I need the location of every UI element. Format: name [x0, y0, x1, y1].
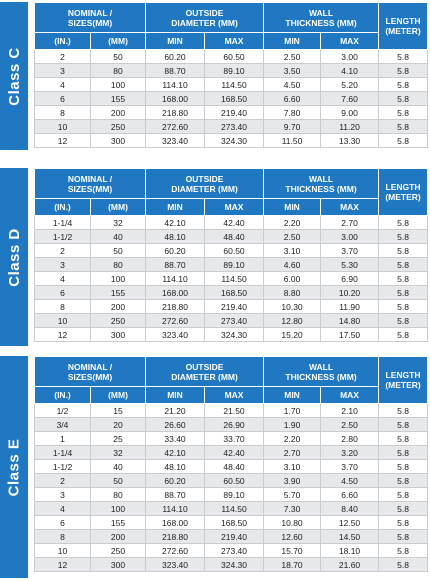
cell-wall-max: 6.60	[321, 488, 379, 502]
cell-length: 5.8	[379, 404, 428, 418]
in-header: (IN.)	[35, 33, 91, 50]
cell-wall-max: 2.80	[321, 432, 379, 446]
cell-length: 5.8	[379, 134, 428, 148]
cell-size-mm: 40	[91, 230, 146, 244]
cell-od-max: 60.50	[205, 244, 264, 258]
cell-length: 5.8	[379, 120, 428, 134]
cell-size-mm: 200	[91, 530, 146, 544]
cell-od-min: 42.10	[146, 446, 205, 460]
cell-od-max: 114.50	[205, 502, 264, 516]
cell-wall-max: 4.10	[321, 64, 379, 78]
table-row	[35, 50, 428, 64]
wall-max-header: MAX	[321, 33, 379, 50]
od-min-header: MIN	[146, 387, 205, 404]
cell-wall-min: 11.50	[264, 134, 321, 148]
cell-wall-min: 3.50	[264, 64, 321, 78]
cell-length: 5.8	[379, 50, 428, 64]
cell-size-mm: 100	[91, 502, 146, 516]
cell-length: 5.8	[379, 474, 428, 488]
length-header: LENGTH (METER)	[379, 357, 428, 404]
cell-size-mm: 80	[91, 64, 146, 78]
cell-size-in: 3/4	[35, 418, 91, 432]
cell-wall-max: 2.10	[321, 404, 379, 418]
cell-wall-max: 6.90	[321, 272, 379, 286]
cell-size-in: 3	[35, 258, 91, 272]
cell-od-min: 88.70	[146, 488, 205, 502]
class-d-label: Class D	[5, 227, 23, 287]
cell-od-min: 60.20	[146, 50, 205, 64]
cell-od-max: 273.40	[205, 544, 264, 558]
cell-length: 5.8	[379, 558, 428, 572]
cell-size-mm: 80	[91, 258, 146, 272]
cell-size-in: 6	[35, 286, 91, 300]
class-c-label: Class C	[5, 46, 23, 106]
cell-size-mm: 50	[91, 244, 146, 258]
cell-od-min: 114.10	[146, 272, 205, 286]
cell-wall-max: 8.40	[321, 502, 379, 516]
cell-od-max: 42.40	[205, 216, 264, 230]
cell-length: 5.8	[379, 502, 428, 516]
cell-wall-min: 12.60	[264, 530, 321, 544]
wall-max-header: MAX	[321, 387, 379, 404]
cell-wall-min: 15.20	[264, 328, 321, 342]
cell-od-max: 89.10	[205, 258, 264, 272]
cell-size-in: 10	[35, 314, 91, 328]
cell-length: 5.8	[379, 106, 428, 120]
cell-wall-min: 2.50	[264, 50, 321, 64]
class-d-body	[35, 216, 428, 342]
cell-wall-max: 14.50	[321, 530, 379, 544]
cell-wall-max: 4.50	[321, 474, 379, 488]
cell-wall-max: 17.50	[321, 328, 379, 342]
cell-wall-min: 7.80	[264, 106, 321, 120]
cell-size-in: 8	[35, 300, 91, 314]
class-e-label: Class E	[5, 438, 23, 496]
cell-od-min: 218.80	[146, 530, 205, 544]
cell-size-in: 1-1/4	[35, 446, 91, 460]
table-row	[35, 446, 428, 460]
od-max-header: MAX	[205, 33, 264, 50]
cell-length: 5.8	[379, 460, 428, 474]
cell-od-max: 273.40	[205, 120, 264, 134]
cell-od-min: 60.20	[146, 244, 205, 258]
cell-wall-max: 2.50	[321, 418, 379, 432]
table-row	[35, 78, 428, 92]
wall-thickness-header: WALL THICKNESS (MM)	[264, 3, 379, 33]
cell-od-max: 21.50	[205, 404, 264, 418]
cell-od-min: 26.60	[146, 418, 205, 432]
in-header: (IN.)	[35, 199, 91, 216]
cell-size-mm: 155	[91, 92, 146, 106]
cell-wall-min: 1.70	[264, 404, 321, 418]
cell-size-mm: 250	[91, 544, 146, 558]
mm-header: (MM)	[91, 33, 146, 50]
cell-od-min: 21.20	[146, 404, 205, 418]
cell-size-mm: 155	[91, 516, 146, 530]
table-row	[35, 272, 428, 286]
cell-size-in: 2	[35, 244, 91, 258]
cell-size-in: 12	[35, 328, 91, 342]
table-row	[35, 106, 428, 120]
cell-od-max: 324.30	[205, 558, 264, 572]
class-c-tab	[0, 2, 28, 150]
cell-size-mm: 300	[91, 134, 146, 148]
cell-length: 5.8	[379, 544, 428, 558]
nominal-header: NOMINAL / SIZES(MM)	[35, 169, 146, 199]
cell-od-max: 324.30	[205, 134, 264, 148]
cell-size-in: 12	[35, 134, 91, 148]
cell-od-max: 89.10	[205, 64, 264, 78]
cell-length: 5.8	[379, 446, 428, 460]
cell-size-in: 1-1/4	[35, 216, 91, 230]
cell-od-max: 219.40	[205, 300, 264, 314]
nominal-header: NOMINAL / SIZES(MM)	[35, 357, 146, 387]
cell-od-min: 88.70	[146, 258, 205, 272]
table-row	[35, 460, 428, 474]
cell-od-min: 323.40	[146, 134, 205, 148]
cell-wall-max: 2.70	[321, 216, 379, 230]
cell-wall-min: 4.60	[264, 258, 321, 272]
cell-wall-max: 9.00	[321, 106, 379, 120]
cell-length: 5.8	[379, 300, 428, 314]
cell-length: 5.8	[379, 244, 428, 258]
cell-od-max: 60.50	[205, 50, 264, 64]
cell-od-max: 219.40	[205, 530, 264, 544]
cell-length: 5.8	[379, 530, 428, 544]
cell-size-in: 4	[35, 78, 91, 92]
class-c-section	[0, 2, 430, 154]
cell-length: 5.8	[379, 272, 428, 286]
cell-od-min: 272.60	[146, 120, 205, 134]
mm-header: (MM)	[91, 387, 146, 404]
od-max-header: MAX	[205, 199, 264, 216]
cell-length: 5.8	[379, 418, 428, 432]
in-header: (IN.)	[35, 387, 91, 404]
class-e-table	[34, 356, 428, 572]
class-d-section	[0, 168, 430, 346]
cell-wall-max: 13.30	[321, 134, 379, 148]
table-row	[35, 64, 428, 78]
cell-wall-min: 2.20	[264, 432, 321, 446]
wall-max-header: MAX	[321, 199, 379, 216]
wall-thickness-header: WALL THICKNESS (MM)	[264, 169, 379, 199]
cell-wall-min: 2.20	[264, 216, 321, 230]
cell-size-mm: 80	[91, 488, 146, 502]
cell-wall-max: 3.20	[321, 446, 379, 460]
table-row	[35, 300, 428, 314]
length-header: LENGTH (METER)	[379, 169, 428, 216]
cell-size-in: 6	[35, 516, 91, 530]
wall-min-header: MIN	[264, 199, 321, 216]
cell-od-max: 89.10	[205, 488, 264, 502]
cell-wall-min: 3.10	[264, 460, 321, 474]
cell-wall-max: 5.20	[321, 78, 379, 92]
cell-length: 5.8	[379, 516, 428, 530]
cell-length: 5.8	[379, 258, 428, 272]
cell-length: 5.8	[379, 230, 428, 244]
cell-length: 5.8	[379, 64, 428, 78]
mm-header: (MM)	[91, 199, 146, 216]
table-row	[35, 134, 428, 148]
cell-od-min: 272.60	[146, 314, 205, 328]
cell-od-max: 48.40	[205, 460, 264, 474]
class-c-body	[35, 50, 428, 148]
cell-size-mm: 32	[91, 446, 146, 460]
cell-od-min: 88.70	[146, 64, 205, 78]
cell-size-mm: 200	[91, 106, 146, 120]
table-row	[35, 314, 428, 328]
cell-wall-max: 10.20	[321, 286, 379, 300]
cell-size-mm: 300	[91, 328, 146, 342]
cell-od-max: 48.40	[205, 230, 264, 244]
length-header: LENGTH (METER)	[379, 3, 428, 50]
wall-min-header: MIN	[264, 33, 321, 50]
cell-wall-min: 10.30	[264, 300, 321, 314]
cell-length: 5.8	[379, 314, 428, 328]
cell-wall-max: 5.30	[321, 258, 379, 272]
cell-size-mm: 50	[91, 474, 146, 488]
cell-size-mm: 50	[91, 50, 146, 64]
table-row	[35, 328, 428, 342]
cell-size-in: 8	[35, 106, 91, 120]
cell-wall-min: 6.60	[264, 92, 321, 106]
cell-size-in: 12	[35, 558, 91, 572]
cell-length: 5.8	[379, 216, 428, 230]
cell-wall-min: 10.80	[264, 516, 321, 530]
cell-od-min: 272.60	[146, 544, 205, 558]
cell-od-max: 168.50	[205, 92, 264, 106]
cell-od-max: 219.40	[205, 106, 264, 120]
cell-size-in: 1-1/2	[35, 230, 91, 244]
cell-od-max: 273.40	[205, 314, 264, 328]
wall-thickness-header: WALL THICKNESS (MM)	[264, 357, 379, 387]
class-d-tab	[0, 168, 28, 346]
cell-od-min: 33.40	[146, 432, 205, 446]
cell-size-in: 1	[35, 432, 91, 446]
cell-size-in: 6	[35, 92, 91, 106]
cell-od-min: 48.10	[146, 230, 205, 244]
table-row	[35, 502, 428, 516]
cell-wall-max: 3.00	[321, 50, 379, 64]
cell-size-in: 2	[35, 50, 91, 64]
cell-od-min: 114.10	[146, 502, 205, 516]
table-row	[35, 258, 428, 272]
class-d-table	[34, 168, 428, 342]
cell-size-in: 4	[35, 502, 91, 516]
cell-wall-min: 8.80	[264, 286, 321, 300]
cell-wall-min: 3.90	[264, 474, 321, 488]
table-row	[35, 530, 428, 544]
cell-od-min: 114.10	[146, 78, 205, 92]
cell-size-in: 3	[35, 488, 91, 502]
table-row	[35, 230, 428, 244]
cell-size-mm: 100	[91, 78, 146, 92]
cell-wall-min: 15.70	[264, 544, 321, 558]
table-row	[35, 488, 428, 502]
cell-od-max: 324.30	[205, 328, 264, 342]
cell-od-min: 218.80	[146, 300, 205, 314]
cell-size-mm: 40	[91, 460, 146, 474]
cell-size-mm: 200	[91, 300, 146, 314]
cell-size-mm: 25	[91, 432, 146, 446]
cell-wall-max: 3.00	[321, 230, 379, 244]
cell-od-min: 168.00	[146, 92, 205, 106]
cell-od-min: 42.10	[146, 216, 205, 230]
table-row	[35, 244, 428, 258]
cell-wall-max: 21.60	[321, 558, 379, 572]
cell-wall-min: 5.70	[264, 488, 321, 502]
cell-wall-min: 9.70	[264, 120, 321, 134]
table-row	[35, 544, 428, 558]
cell-wall-min: 7.30	[264, 502, 321, 516]
cell-wall-max: 3.70	[321, 244, 379, 258]
table-row	[35, 216, 428, 230]
cell-wall-max: 11.90	[321, 300, 379, 314]
class-c-table	[34, 2, 428, 148]
cell-wall-max: 18.10	[321, 544, 379, 558]
cell-size-in: 8	[35, 530, 91, 544]
cell-od-min: 218.80	[146, 106, 205, 120]
cell-wall-min: 2.50	[264, 230, 321, 244]
cell-wall-min: 1.90	[264, 418, 321, 432]
cell-od-max: 168.50	[205, 286, 264, 300]
wall-min-header: MIN	[264, 387, 321, 404]
cell-wall-max: 11.20	[321, 120, 379, 134]
od-min-header: MIN	[146, 33, 205, 50]
cell-od-min: 323.40	[146, 558, 205, 572]
cell-od-min: 323.40	[146, 328, 205, 342]
cell-wall-max: 3.70	[321, 460, 379, 474]
cell-size-in: 1/2	[35, 404, 91, 418]
cell-od-max: 26.90	[205, 418, 264, 432]
cell-size-mm: 155	[91, 286, 146, 300]
table-row	[35, 516, 428, 530]
cell-size-in: 3	[35, 64, 91, 78]
cell-od-max: 42.40	[205, 446, 264, 460]
cell-size-in: 10	[35, 544, 91, 558]
cell-od-min: 168.00	[146, 516, 205, 530]
cell-wall-min: 6.00	[264, 272, 321, 286]
cell-od-min: 168.00	[146, 286, 205, 300]
cell-od-min: 60.20	[146, 474, 205, 488]
cell-length: 5.8	[379, 432, 428, 446]
cell-wall-min: 18.70	[264, 558, 321, 572]
cell-wall-min: 2.70	[264, 446, 321, 460]
cell-wall-max: 14.80	[321, 314, 379, 328]
cell-size-mm: 20	[91, 418, 146, 432]
cell-size-mm: 15	[91, 404, 146, 418]
cell-size-mm: 300	[91, 558, 146, 572]
cell-length: 5.8	[379, 328, 428, 342]
cell-od-max: 114.50	[205, 272, 264, 286]
cell-size-in: 1-1/2	[35, 460, 91, 474]
table-row	[35, 558, 428, 572]
cell-length: 5.8	[379, 286, 428, 300]
cell-length: 5.8	[379, 78, 428, 92]
cell-wall-min: 12.80	[264, 314, 321, 328]
cell-od-max: 33.70	[205, 432, 264, 446]
class-e-tab	[0, 356, 28, 578]
cell-size-in: 2	[35, 474, 91, 488]
cell-od-min: 48.10	[146, 460, 205, 474]
table-row	[35, 92, 428, 106]
od-min-header: MIN	[146, 199, 205, 216]
cell-wall-max: 12.50	[321, 516, 379, 530]
outside-diameter-header: OUTSIDE DIAMETER (MM)	[146, 169, 264, 199]
cell-length: 5.8	[379, 92, 428, 106]
cell-od-max: 60.50	[205, 474, 264, 488]
class-e-body	[35, 404, 428, 572]
cell-size-in: 10	[35, 120, 91, 134]
cell-size-mm: 32	[91, 216, 146, 230]
od-max-header: MAX	[205, 387, 264, 404]
outside-diameter-header: OUTSIDE DIAMETER (MM)	[146, 357, 264, 387]
cell-wall-max: 7.60	[321, 92, 379, 106]
table-row	[35, 418, 428, 432]
table-row	[35, 432, 428, 446]
cell-wall-min: 4.50	[264, 78, 321, 92]
table-row	[35, 474, 428, 488]
table-row	[35, 120, 428, 134]
table-row	[35, 404, 428, 418]
nominal-header: NOMINAL / SIZES(MM)	[35, 3, 146, 33]
cell-od-max: 168.50	[205, 516, 264, 530]
table-row	[35, 286, 428, 300]
cell-od-max: 114.50	[205, 78, 264, 92]
cell-length: 5.8	[379, 488, 428, 502]
outside-diameter-header: OUTSIDE DIAMETER (MM)	[146, 3, 264, 33]
cell-wall-min: 3.10	[264, 244, 321, 258]
cell-size-mm: 250	[91, 314, 146, 328]
cell-size-mm: 100	[91, 272, 146, 286]
class-e-section	[0, 356, 430, 578]
cell-size-in: 4	[35, 272, 91, 286]
cell-size-mm: 250	[91, 120, 146, 134]
